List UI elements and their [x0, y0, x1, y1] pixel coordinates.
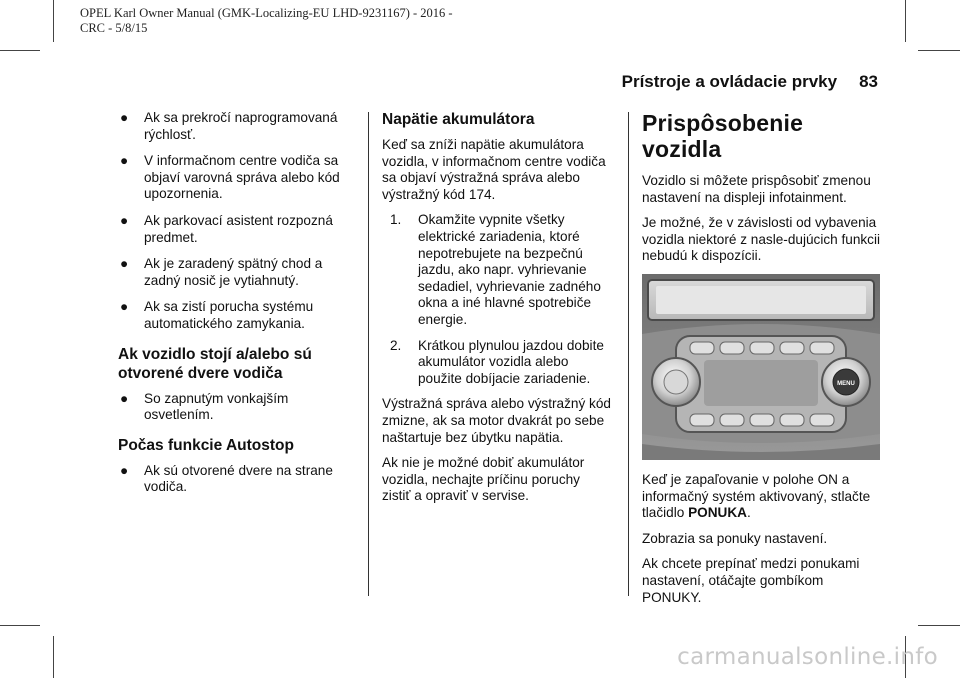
numbered-step: 2. Krátkou plynulou jazdou dobite akumulátor vozidla alebo použite dobíjacie zariadenie. [390, 337, 604, 386]
document-meta [80, 6, 453, 36]
paragraph: Je možné, že v závislosti od vybavenia vozidla niektoré z nasle-dujúcich funkcii nebudú k dispozícii. [642, 215, 881, 264]
list-item: ● Ak sa prekročí naprogramovaná rýchlosť. [120, 110, 338, 142]
column-divider [368, 112, 369, 596]
page-title: Prispôsobenie vozidla [642, 110, 804, 162]
column-right [642, 110, 880, 615]
meta-line: OPEL Karl Owner Manual (GMK-Localizing-EU LHD-9231167) - 2016 - [80, 6, 453, 20]
crop-mark [53, 636, 54, 678]
crop-mark [53, 0, 54, 42]
section-title: Prístroje a ovládacie prvky [621, 72, 838, 91]
paragraph: Ak nie je možné dobiť akumulátor vozidla, nechajte príčinu poruchy zistiť a opraviť v servise. [382, 455, 585, 504]
heading-autostop: Počas funkcie Autostop [118, 436, 294, 454]
column-divider [628, 112, 629, 596]
menu-button-name: PONUKA [688, 505, 748, 521]
list-item: ● Ak parkovací asistent rozpozná predmet. [120, 212, 333, 245]
column-middle [382, 110, 612, 514]
infotainment-panel-image [642, 274, 880, 460]
crop-mark [918, 50, 960, 51]
crop-mark [0, 625, 40, 626]
list-item: ● So zapnutým vonkajším osvetlením. [120, 390, 289, 423]
column-left [118, 110, 358, 506]
menu-knob-label: MENU [837, 380, 855, 387]
list-item: ● Ak je zaradený spätný chod a zadný nosič je vytiahnutý. [120, 256, 323, 288]
heading-doors-open: Ak vozidlo stojí a/alebo sú otvorené dvere vodiča [118, 345, 312, 382]
list-item: ● Ak sa zistí porucha systému automatického zamykania. [120, 299, 314, 331]
numbered-step: 1. Okamžite vypnite všetky elektrické zariadenia, ktoré nepotrebujete na bezpečnú jazdu, ako napr. vyhrievanie sedadiel, vyhrievanie zadného okna a iné hlavné spotrebiče energie. [390, 212, 601, 327]
watermark: carmanualsonline.info [677, 644, 938, 670]
paragraph: Výstražná správa alebo výstražný kód zmizne, ak sa motor dvakrát po sebe naštartuje bez úbytku napätia. [382, 396, 611, 445]
list-item: ● V informačnom centre vodiča sa objaví varovná správa alebo kód upozornenia. [120, 153, 340, 202]
page-number: 83 [859, 72, 878, 91]
heading-battery-voltage: Napätie akumulátora [382, 111, 535, 128]
meta-line: CRC - 5/8/15 [80, 21, 148, 35]
paragraph: Zobrazia sa ponuky nastavení. [642, 530, 828, 546]
paragraph: Ak chcete prepínať medzi ponukami nastavení, otáčajte gombíkom PONUKY. [642, 556, 860, 605]
crop-mark [918, 625, 960, 626]
running-head [622, 72, 878, 92]
crop-mark [905, 0, 906, 42]
paragraph: Keď je zapaľovanie v polohe ON a informačný systém aktivovaný, stlačte tlačidlo PONUKA. [642, 471, 871, 521]
list-item: ● Ak sú otvorené dvere na strane vodiča. [120, 462, 333, 495]
paragraph: Vozidlo si môžete prispôsobiť zmenou nastavení na displeji infotainment. [642, 173, 871, 205]
crop-mark [0, 50, 40, 51]
paragraph: Keď sa zníži napätie akumulátora vozidla, v informačnom centre vodiča sa objaví výstražná správa alebo výstražný kód 174. [382, 137, 606, 202]
